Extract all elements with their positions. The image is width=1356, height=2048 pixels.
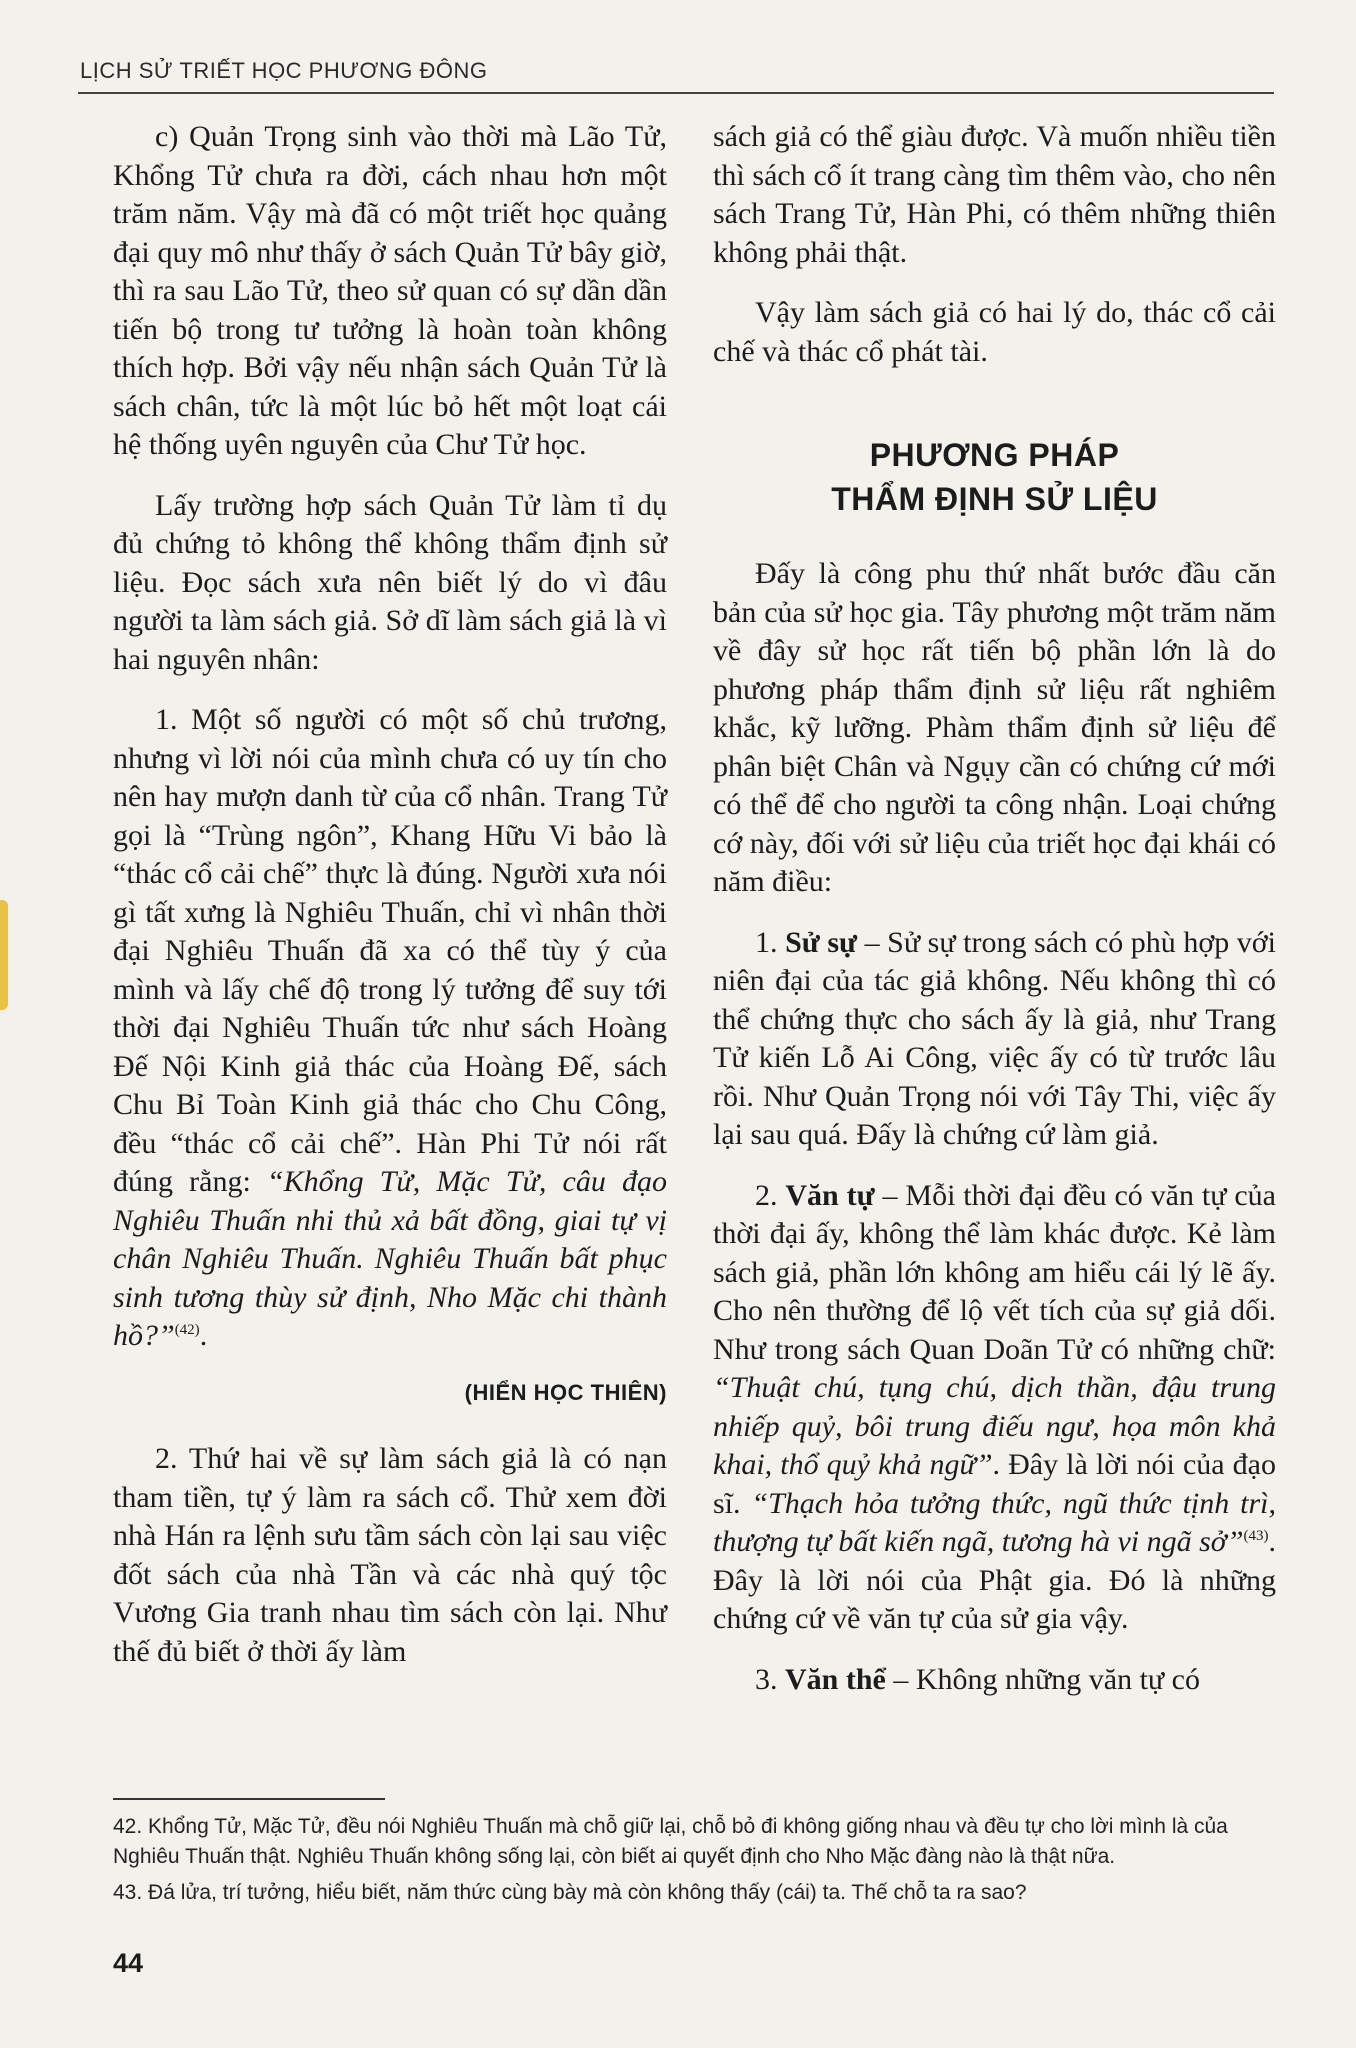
right-column: [713, 118, 1276, 1699]
quotation: “Khổng Tử, Mặc Tử, câu đạo Nghiêu Thuấn nhi thủ xả bất đồng, giai tự vị chân Nghiêu Thuấn. Nghiêu Thuấn bất phục sinh tương thùy sử định, Nho Mặc chi thành hồ?”: [113, 1165, 668, 1352]
header-rule: [78, 92, 1274, 94]
paragraph: 2. Thứ hai về sự làm sách giả là có nạn tham tiền, tự ý làm ra sách cổ. Thử xem đời nhà Hán ra lệnh sưu tầm sách còn lại sau việc đốt sách của nhà Tần và các nhà quý tộc Vương Gia tranh nhau tìm sách còn lại. Như thế đủ biết ở thời ấy làm: [113, 1442, 667, 1668]
item-text: – Không những văn tự có: [885, 1662, 1200, 1696]
section-title-line: THẨM ĐỊNH SỬ LIỆU: [831, 481, 1158, 517]
footnote-rule: [113, 1798, 385, 1800]
paragraph: Vậy làm sách giả có hai lý do, thác cổ cải chế và thác cổ phát tài.: [713, 296, 1276, 368]
list-item: [713, 1177, 1276, 1639]
paragraph: 1. Một số người có một số chủ trương, nhưng vì lời nói của mình chưa có uy tín cho nên hay mượn danh từ của cổ nhân. Trang Tử gọi là “Trùng ngôn”, Khang Hữu Vi bảo là “thác cổ cải chế” thực là đúng. Người xưa nói gì tất xưng là Nghiêu Thuấn, chỉ vì nhân thời đại Nghiêu Thuấn đã xa có thể tùy ý của mình và lấy chế độ trong lý tưởng để suy tới thời đại Nghiêu Thuấn tức như sách Hoàng Đế Nội Kinh giả thác của Hoàng Đế, sách Chu Bỉ Toàn Kinh giả thác cho Chu Công, đều “thác cổ cải chế”. Hàn Phi Tử nói rất đúng rằng: “Khổng Tử, Mặc Tử, câu đạo Nghiêu Thuấn nhi thủ xả bất đồng, giai tự vị chân Nghiêu Thuấn. Nghiêu Thuấn bất phục sinh tương thùy sử định, Nho Mặc chi thành hồ?”$^{(42)}$.: [113, 703, 668, 1352]
paragraph-text: 1. Một số người có một số chủ trương, nhưng vì lời nói của mình chưa có uy tín cho nên hay mượn danh từ của cổ nhân. Trang Tử gọi là “Trùng ngôn”, Khang Hữu Vi bảo là “thác cổ cải chế” thực là đúng. Người xưa nói gì tất xưng là Nghiêu Thuấn, chỉ vì nhân thời đại Nghiêu Thuấn đã xa có thể tùy ý của mình và lấy chế độ trong lý tưởng để suy tới thời đại Nghiêu Thuấn tức như sách Hoàng Đế Nội Kinh giả thác của Hoàng Đế, sách Chu Bỉ Toàn Kinh giả thác cho Chu Công, đều “thác cổ cải chế”. Hàn Phi Tử nói rất đúng rằng:: [113, 703, 667, 1198]
item-number: 3.: [755, 1662, 785, 1696]
list-item: [713, 924, 1276, 1155]
list-item: [713, 1661, 1276, 1700]
quotation: “Thạch hỏa tưởng thức, ngũ thức tịnh trì, thượng tự bất kiến ngã, tương hà vi ngã sở”: [713, 1486, 1276, 1558]
left-column: [113, 118, 667, 1671]
item-term: Sử sự: [785, 925, 858, 959]
footnotes: [113, 1812, 1273, 1914]
page-edge-mark: [0, 900, 8, 1010]
source-citation: (HIỂN HỌC THIÊN): [464, 1379, 667, 1405]
item-text: – Sử sự trong sách có phù hợp với niên đại của tác giả không. Nếu không thì có thể chứng thực cho sách ấy là giả, như Trang Tử kiến Lỗ Ai Công, việc ấy có từ trước lâu rồi. Như Quản Trọng nói với Tây Thi, việc ấy lại sau quá. Đấy là chứng cứ làm giả.: [713, 925, 1277, 1151]
paragraph: sách giả có thể giàu được. Và muốn nhiều tiền thì sách cổ ít trang càng tìm thêm vào, cho nên sách Trang Tử, Hàn Phi, có thêm những thiên không phải thật.: [713, 120, 1276, 269]
footnote: 42. Khổng Tử, Mặc Tử, đều nói Nghiêu Thuấn mà chỗ giữ lại, chỗ bỏ đi không giống nhau và đều tự cho lời mình là của Nghiêu Thuấn thật. Nghiêu Thuấn không sống lại, còn biết ai quyết định cho Nho Mặc đàng nào là thật nữa.: [113, 1815, 1228, 1868]
item-text: – Mỗi thời đại đều có văn tự của thời đại ấy, không thể làm khác được. Kẻ làm sách giả, phần lớn không am hiểu cái lý lẽ ấy. Cho nên thường để lộ vết tích của sự giả dối. Như trong sách Quan Doãn Tử có những chữ:: [713, 1178, 1276, 1366]
item-text: . Đây là lời nói của đạo sĩ.: [713, 1448, 1276, 1520]
paragraph: Đấy là công phu thứ nhất bước đầu căn bản của sử học gia. Tây phương một trăm năm về đây sử học rất tiến bộ phần lớn là do phương pháp thẩm định sử liệu rất nghiêm khắc, kỹ lưỡng. Phàm thẩm định sử liệu để phân biệt Chân và Ngụy cần có chứng cứ mới có thể để cho người ta công nhận. Loại chứng cớ này, đối với sử liệu của triết học đại khái có năm điều:: [713, 557, 1276, 898]
item-term: Văn thể: [785, 1662, 886, 1696]
item-term: Văn tự: [785, 1178, 875, 1212]
paragraph: Lấy trường hợp sách Quản Tử làm tỉ dụ đủ chứng tỏ không thể không thẩm định sử liệu. Đọc sách xưa nên biết lý do vì đâu người ta làm sách giả. Sở dĩ làm sách giả là vì hai nguyên nhân:: [113, 488, 667, 676]
item-text: . Đây là lời nói của Phật gia. Đó là những chứng cứ về văn tự của sử gia vậy.: [713, 1525, 1276, 1635]
paragraph: c) Quản Trọng sinh vào thời mà Lão Tử, Khổng Tử chưa ra đời, cách nhau hơn một trăm năm. Vậy mà đã có một triết học quảng đại quy mô như thấy ở sách Quản Tử bây giờ, thì ra sau Lão Tử, theo sử quan có sự dần dần tiến bộ trong tư tưởng là hoàn toàn không thích hợp. Bởi vậy nếu nhận sách Quản Tử là sách chân, tức là một lúc bỏ hết một loạt cái hệ thống uyên nguyên của Chư Tử học.: [113, 120, 667, 461]
section-title-line: PHƯƠNG PHÁP: [869, 437, 1120, 473]
footnote: 43. Đá lửa, trí tưởng, hiểu biết, năm thức cùng bày mà còn không thấy (cái) ta. Thế chỗ ta ra sao?: [113, 1881, 1027, 1904]
quotation: “Thuật chú, tụng chú, dịch thần, đậu trung nhiếp quỷ, bôi trung điếu ngư, họa môn khả khai, thổ quỷ khả ngữ”: [713, 1371, 1276, 1481]
page-number: 44: [113, 1948, 144, 1978]
running-title: LỊCH SỬ TRIẾT HỌC PHƯƠNG ĐÔNG: [80, 58, 488, 83]
footnote-ref: (42): [174, 1322, 200, 1338]
section-title: [713, 433, 1276, 521]
item-number: 1.: [755, 925, 786, 959]
footnote-ref: (43): [1243, 1528, 1269, 1544]
item-number: 2.: [755, 1178, 786, 1212]
